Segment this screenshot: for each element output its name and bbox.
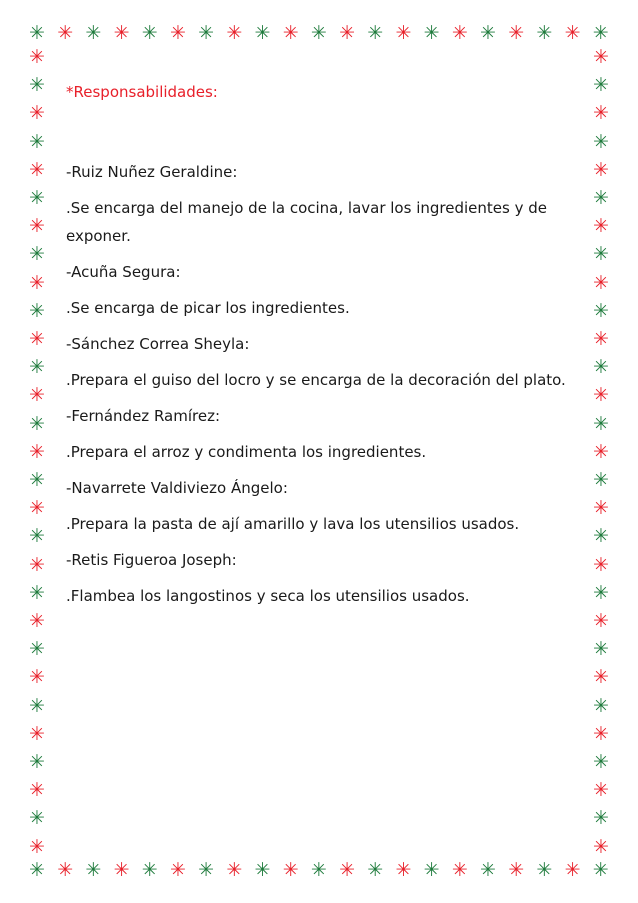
entry-name: -Navarrete Valdiviezo Ángelo:: [66, 479, 288, 497]
entry-name: -Ruiz Nuñez Geraldine:: [66, 163, 238, 181]
asterisk-star-icon: ✳: [593, 497, 609, 520]
list-item: [66, 546, 566, 610]
asterisk-star-icon: ✳: [593, 469, 609, 492]
asterisk-star-icon: ✳: [339, 22, 356, 44]
asterisk-star-icon: ✳: [29, 722, 45, 745]
asterisk-star-icon: ✳: [29, 779, 45, 802]
entry-list: [66, 158, 566, 610]
asterisk-star-icon: ✳: [593, 610, 609, 633]
asterisk-star-icon: ✳: [593, 581, 609, 604]
asterisk-star-icon: ✳: [593, 440, 609, 463]
asterisk-star-icon: ✳: [593, 299, 609, 322]
asterisk-star-icon: ✳: [593, 751, 609, 774]
asterisk-star-icon: ✳: [29, 243, 45, 266]
border-right: [591, 47, 611, 857]
asterisk-star-icon: ✳: [29, 328, 45, 351]
asterisk-star-icon: ✳: [57, 859, 74, 881]
asterisk-star-icon: ✳: [29, 187, 45, 210]
asterisk-star-icon: ✳: [395, 22, 412, 44]
asterisk-star-icon: ✳: [282, 22, 299, 44]
asterisk-star-icon: ✳: [29, 440, 45, 463]
asterisk-star-icon: ✳: [198, 859, 215, 881]
asterisk-star-icon: ✳: [29, 835, 45, 858]
asterisk-star-icon: ✳: [29, 130, 45, 153]
asterisk-star-icon: ✳: [451, 22, 468, 44]
list-item: [66, 330, 566, 394]
asterisk-star-icon: ✳: [423, 22, 440, 44]
asterisk-star-icon: ✳: [592, 22, 609, 44]
asterisk-star-icon: ✳: [593, 187, 609, 210]
asterisk-star-icon: ✳: [593, 356, 609, 379]
asterisk-star-icon: ✳: [226, 22, 243, 44]
document-body: [66, 78, 566, 618]
asterisk-star-icon: ✳: [593, 215, 609, 238]
asterisk-star-icon: ✳: [29, 356, 45, 379]
asterisk-star-icon: ✳: [29, 102, 45, 125]
asterisk-star-icon: ✳: [29, 74, 45, 97]
asterisk-star-icon: ✳: [29, 412, 45, 435]
asterisk-star-icon: ✳: [29, 299, 45, 322]
asterisk-star-icon: ✳: [29, 469, 45, 492]
asterisk-star-icon: ✳: [113, 22, 130, 44]
asterisk-star-icon: ✳: [367, 859, 384, 881]
asterisk-star-icon: ✳: [592, 859, 609, 881]
asterisk-star-icon: ✳: [593, 779, 609, 802]
asterisk-star-icon: ✳: [113, 859, 130, 881]
asterisk-star-icon: ✳: [480, 859, 496, 881]
asterisk-star-icon: ✳: [593, 807, 609, 830]
entry-name: -Acuña Segura:: [66, 263, 181, 281]
asterisk-star-icon: ✳: [339, 859, 356, 881]
asterisk-star-icon: ✳: [508, 22, 525, 44]
asterisk-star-icon: ✳: [423, 859, 440, 881]
asterisk-star-icon: ✳: [282, 859, 299, 881]
asterisk-star-icon: ✳: [480, 22, 496, 44]
asterisk-star-icon: ✳: [29, 22, 45, 44]
asterisk-star-icon: ✳: [29, 497, 45, 520]
asterisk-star-icon: ✳: [29, 610, 45, 633]
asterisk-star-icon: ✳: [536, 22, 553, 44]
asterisk-star-icon: ✳: [29, 638, 45, 661]
asterisk-star-icon: ✳: [29, 859, 45, 881]
entry-name: -Fernández Ramírez:: [66, 407, 221, 425]
asterisk-star-icon: ✳: [367, 22, 384, 44]
list-item: [66, 158, 566, 250]
asterisk-star-icon: ✳: [29, 384, 45, 407]
entry-task: .Prepara la pasta de ají amarillo y lava los utensilios usados.: [66, 515, 520, 533]
asterisk-star-icon: ✳: [593, 243, 609, 266]
asterisk-star-icon: ✳: [593, 130, 609, 153]
border-bottom: [27, 860, 611, 880]
asterisk-star-icon: ✳: [564, 859, 581, 881]
asterisk-star-icon: ✳: [310, 22, 327, 44]
asterisk-star-icon: ✳: [29, 158, 45, 181]
asterisk-star-icon: ✳: [169, 859, 186, 881]
asterisk-star-icon: ✳: [29, 751, 45, 774]
asterisk-star-icon: ✳: [85, 22, 102, 44]
border-top: [27, 23, 611, 43]
asterisk-star-icon: ✳: [593, 328, 609, 351]
asterisk-star-icon: ✳: [593, 102, 609, 125]
entry-name: -Retis Figueroa Joseph:: [66, 551, 237, 569]
asterisk-star-icon: ✳: [593, 46, 609, 68]
asterisk-star-icon: ✳: [29, 525, 45, 548]
asterisk-star-icon: ✳: [593, 722, 609, 745]
list-item: [66, 474, 566, 538]
asterisk-star-icon: ✳: [226, 859, 243, 881]
asterisk-star-icon: ✳: [508, 859, 525, 881]
entry-name: -Sánchez Correa Sheyla:: [66, 335, 250, 353]
asterisk-star-icon: ✳: [29, 46, 45, 68]
asterisk-star-icon: ✳: [254, 22, 271, 44]
asterisk-star-icon: ✳: [198, 22, 215, 44]
asterisk-star-icon: ✳: [254, 859, 271, 881]
asterisk-star-icon: ✳: [593, 638, 609, 661]
asterisk-star-icon: ✳: [141, 859, 158, 881]
list-item: [66, 402, 566, 466]
asterisk-star-icon: ✳: [593, 666, 609, 689]
entry-task: .Prepara el arroz y condimenta los ingredientes.: [66, 443, 427, 461]
asterisk-star-icon: ✳: [29, 581, 45, 604]
asterisk-star-icon: ✳: [593, 835, 609, 858]
asterisk-star-icon: ✳: [593, 384, 609, 407]
asterisk-star-icon: ✳: [593, 694, 609, 717]
asterisk-star-icon: ✳: [29, 553, 45, 576]
asterisk-star-icon: ✳: [169, 22, 186, 44]
asterisk-star-icon: ✳: [536, 859, 553, 881]
asterisk-star-icon: ✳: [564, 22, 581, 44]
asterisk-star-icon: ✳: [593, 553, 609, 576]
list-item: [66, 258, 566, 322]
asterisk-star-icon: ✳: [29, 694, 45, 717]
asterisk-star-icon: ✳: [29, 807, 45, 830]
asterisk-star-icon: ✳: [593, 158, 609, 181]
asterisk-star-icon: ✳: [395, 859, 412, 881]
asterisk-star-icon: ✳: [29, 215, 45, 238]
asterisk-star-icon: ✳: [593, 525, 609, 548]
entry-task: .Flambea los langostinos y seca los utensilios usados.: [66, 587, 470, 605]
asterisk-star-icon: ✳: [29, 271, 45, 294]
asterisk-star-icon: ✳: [85, 859, 102, 881]
border-left: [27, 47, 47, 857]
asterisk-star-icon: ✳: [593, 271, 609, 294]
asterisk-star-icon: ✳: [451, 859, 468, 881]
asterisk-star-icon: ✳: [593, 74, 609, 97]
asterisk-star-icon: ✳: [57, 22, 74, 44]
asterisk-star-icon: ✳: [310, 859, 327, 881]
asterisk-star-icon: ✳: [593, 412, 609, 435]
entry-task: .Se encarga del manejo de la cocina, lavar los ingredientes y de exponer.: [66, 199, 547, 245]
entry-task: .Se encarga de picar los ingredientes.: [66, 299, 350, 317]
document-heading: *Responsabilidades:: [66, 83, 218, 101]
asterisk-star-icon: ✳: [141, 22, 158, 44]
asterisk-star-icon: ✳: [29, 666, 45, 689]
entry-task: .Prepara el guiso del locro y se encarga de la decoración del plato.: [66, 371, 566, 389]
